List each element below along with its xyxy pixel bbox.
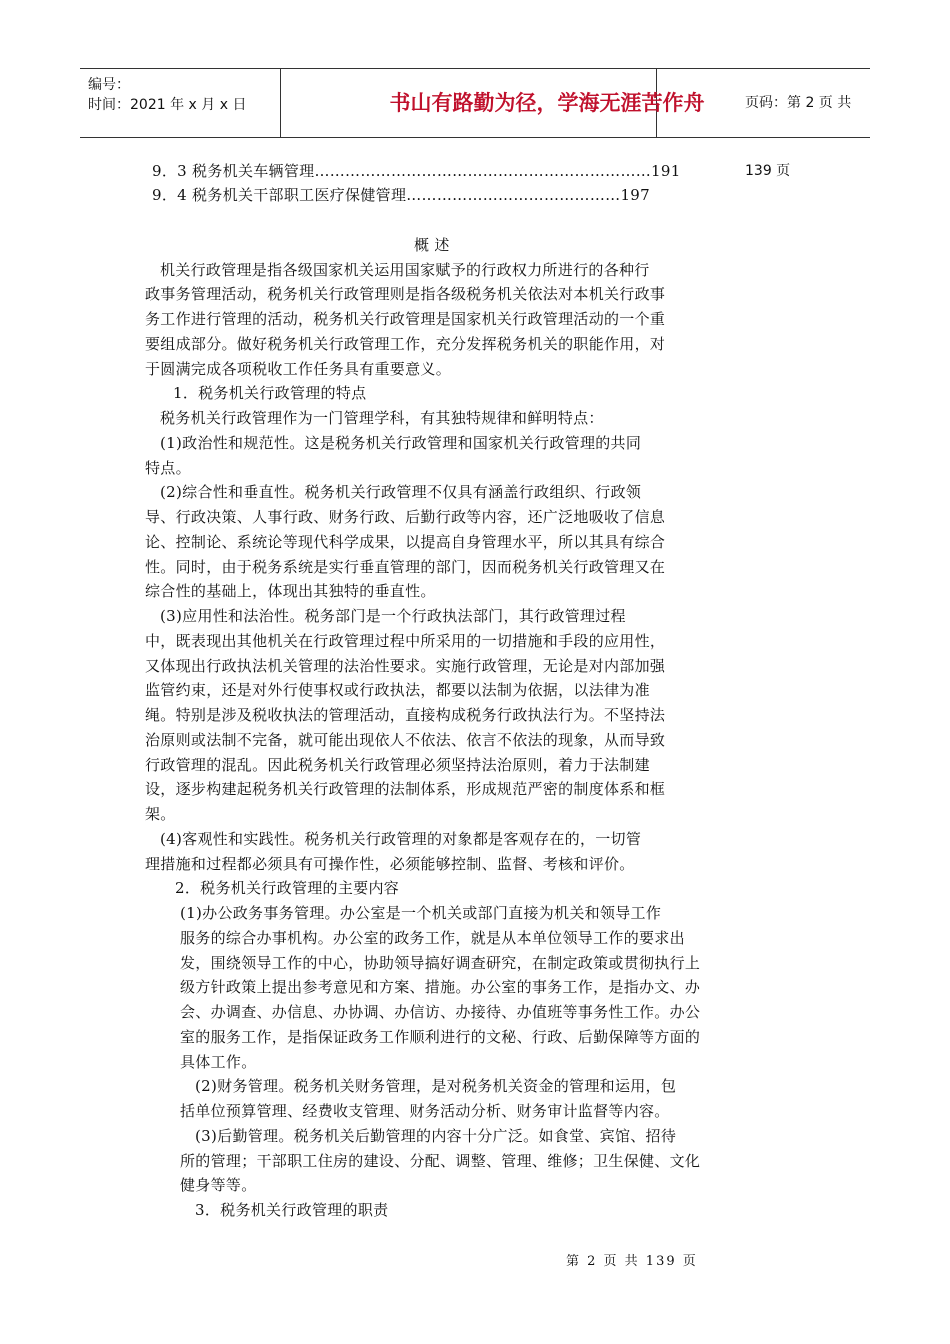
document-date-label: 时间：2021 年 x 月 x 日 — [88, 97, 247, 113]
body-line: 综合性的基础上，体现出其独特的垂直性。 — [145, 582, 436, 600]
body-line: (4)客观性和实践性。税务机关行政管理的对象都是客观存在的，一切管 — [160, 830, 642, 848]
body-line: 性。同时，由于税务系统是实行垂直管理的部门，因而税务机关行政管理又在 — [145, 558, 666, 576]
body-line: 服务的综合办事机构。办公室的政务工作，就是从本单位领导工作的要求出 — [180, 929, 685, 947]
body-line: (3)后勤管理。税务机关后勤管理的内容十分广泛。如食堂、宾馆、招待 — [195, 1127, 677, 1145]
body-line: (1)政治性和规范性。这是税务机关行政管理和国家机关行政管理的共同 — [160, 434, 642, 452]
body-line: 中，既表现出其他机关在行政管理过程中所采用的一切措施和手段的应用性， — [145, 632, 666, 650]
body-line: 特点。 — [145, 459, 191, 477]
body-line: 导、行政决策、人事行政、财务行政、后勤行政等内容，还广泛地吸收了信息 — [145, 508, 666, 526]
body-line: 要组成部分。做好税务机关行政管理工作，充分发挥税务机关的职能作用，对 — [145, 335, 666, 353]
body-line: 论、控制论、系统论等现代科学成果，以提高自身管理水平，所以其具有综合 — [145, 533, 666, 551]
body-line: 绳。特别是涉及税收执法的管理活动，直接构成税务行政执法行为。不坚持法 — [145, 706, 666, 724]
body-line: 政事务管理活动，税务机关行政管理则是指各级税务机关依法对本机关行政事 — [145, 285, 666, 303]
body-line: 括单位预算管理、经费收支管理、财务活动分析、财务审计监督等内容。 — [180, 1102, 670, 1120]
subheading: 1．税务机关行政管理的特点 — [173, 384, 367, 402]
body-line: 级方针政策上提出参考意见和方案、措施。办公室的事务工作，是指办文、办 — [180, 978, 701, 996]
body-line: 于圆满完成各项税收工作任务具有重要意义。 — [145, 360, 452, 378]
body-line: 治原则或法制不完备，就可能出现依人不依法、依言不依法的现象，从而导致 — [145, 731, 666, 749]
section-title: 概 述 — [414, 236, 450, 254]
subheading: 2．税务机关行政管理的主要内容 — [175, 879, 400, 897]
body-line: 室的服务工作，是指保证政务工作顺利进行的文秘、行政、后勤保障等方面的 — [180, 1028, 701, 1046]
body-line: (3)应用性和法治性。税务部门是一个行政执法部门，其行政管理过程 — [160, 607, 626, 625]
subheading: 3．税务机关行政管理的职责 — [195, 1201, 389, 1219]
body-line: 务工作进行管理的活动，税务机关行政管理是国家机关行政管理活动的一个重 — [145, 310, 666, 328]
body-line: 行政管理的混乱。因此税务机关行政管理必须坚持法治原则，着力于法制建 — [145, 756, 650, 774]
toc-entry: 9．4 税务机关干部职工医疗保健管理……………………………………197 — [152, 186, 650, 204]
body-line: (2)综合性和垂直性。税务机关行政管理不仅具有涵盖行政组织、行政领 — [160, 483, 642, 501]
body-line: (2)财务管理。税务机关财务管理，是对税务机关资金的管理和运用，包 — [195, 1077, 677, 1095]
header-meta — [88, 75, 246, 115]
toc-entry: 9．3 税务机关车辆管理…………………………………………………………191 — [152, 162, 681, 180]
body-line: 健身等等。 — [180, 1176, 257, 1194]
body-line: 机关行政管理是指各级国家机关运用国家赋予的行政权力所进行的各种行 — [160, 261, 650, 279]
body-line: 发，围绕领导工作的中心，协助领导搞好调查研究，在制定政策或贯彻执行上 — [180, 954, 701, 972]
body-line: 所的管理；干部职工住房的建设、分配、调整、管理、维修；卫生保健、文化 — [180, 1152, 701, 1170]
body-line: 会、办调查、办信息、办协调、办信访、办接待、办值班等事务性工作。办公 — [180, 1003, 701, 1021]
document-number-label: 编号： — [88, 77, 130, 93]
header-divider — [280, 69, 281, 137]
page-footer: 第 2 页 共 139 页 — [566, 1254, 698, 1269]
body-line: 税务机关行政管理作为一门管理学科，有其独特规律和鲜明特点： — [160, 409, 604, 427]
body-line: 又体现出行政执法机关管理的法治性要求。实施行政管理，无论是对内部加强 — [145, 657, 666, 675]
body-line: (1)办公政务事务管理。办公室是一个机关或部门直接为机关和领导工作 — [180, 904, 662, 922]
body-line: 理措施和过程都必须具有可操作性，必须能够控制、监督、考核和评价。 — [145, 855, 635, 873]
header-motto: 书山有路勤为径，学海无涯苦作舟 — [389, 91, 705, 115]
body-line: 具体工作。 — [180, 1053, 257, 1071]
body-line: 监管约束，还是对外行使事权或行政执法，都要以法制为依据，以法律为准 — [145, 681, 650, 699]
body-line: 设，逐步构建起税务机关行政管理的法制体系，形成规范严密的制度体系和框 — [145, 780, 666, 798]
body-line: 架。 — [145, 805, 176, 823]
header-page-info: 页码：第 2 页 共 139 页 — [745, 95, 852, 179]
